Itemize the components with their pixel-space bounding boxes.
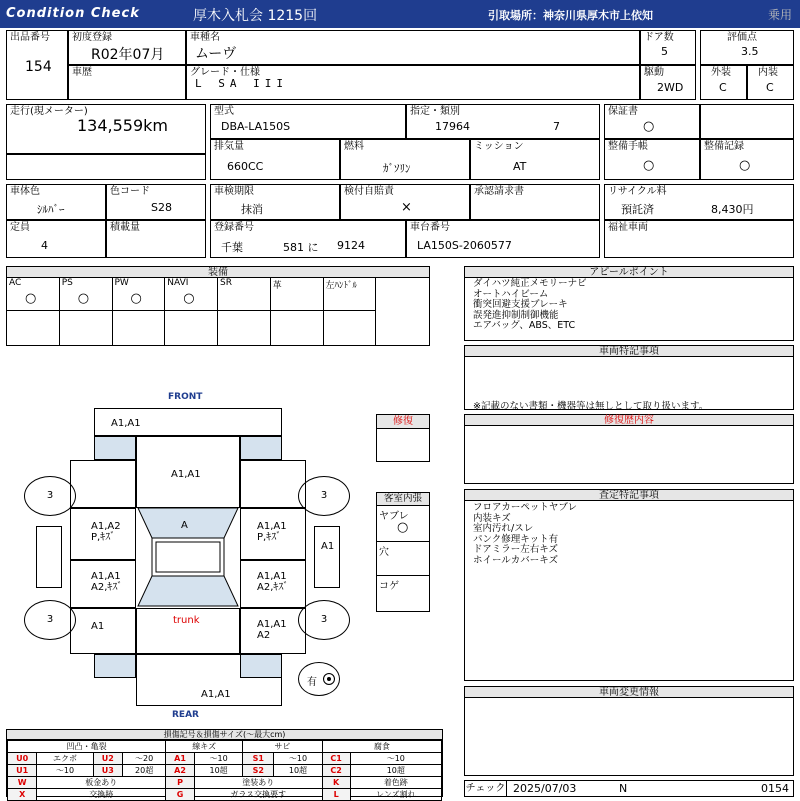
cabin-title: 客室内張 (377, 493, 429, 506)
interior-label: 内装 (758, 67, 778, 78)
cabin-shape (136, 508, 240, 608)
equipment-label: PS (61, 278, 73, 288)
score-value: 3.5 (741, 45, 759, 58)
mileage-blank (6, 154, 206, 180)
recycle-status: 預託済 (621, 203, 654, 216)
legend-meaning: エクボ (37, 753, 93, 765)
mileage-cell (6, 104, 206, 154)
tire-front-right[interactable]: 3 (298, 476, 350, 516)
right-front-door[interactable] (240, 508, 306, 560)
legend-code: G (166, 789, 195, 801)
equipment-6 (324, 278, 377, 311)
trunk-panel[interactable] (136, 608, 240, 654)
inspection-value: 抹消 (241, 203, 263, 216)
legend-meaning: 〜10 (194, 753, 242, 765)
check-label: チェック (465, 783, 506, 794)
inspector-line: 内装キズ (473, 512, 511, 524)
header-bar (0, 0, 800, 28)
repair-box (376, 414, 430, 462)
inspector-line: ホイールカバーキズ (473, 554, 559, 566)
grade-label: グレード・仕様 (190, 67, 260, 78)
load-label: 積載量 (110, 222, 140, 233)
doors-cell (640, 30, 696, 65)
equipment-1 (60, 278, 113, 311)
history-cell (68, 65, 186, 100)
equipment-row (7, 278, 429, 345)
displacement-cell (210, 139, 340, 180)
equipment-value: ○ (77, 291, 90, 306)
first-reg-label: 初度登録 (72, 32, 112, 43)
legend-row-1 (8, 753, 442, 765)
inspector-panel (464, 489, 794, 681)
equipment-blank (7, 311, 60, 345)
displacement-value: 660CC (227, 160, 264, 173)
brand-title: Condition Check (6, 6, 140, 21)
rear-label: REAR (172, 710, 199, 720)
pickup-location: 引取場所：神奈川県厚木市上依知 (488, 9, 653, 22)
cabin-tear-value: ○ (397, 520, 409, 535)
record-value: ○ (739, 158, 751, 173)
legend-panel (6, 729, 443, 797)
lot-cell (6, 30, 68, 100)
equipment-2 (113, 278, 166, 311)
regno-label: 登録番号 (214, 222, 254, 233)
color-label: 車体色 (10, 186, 40, 197)
equipment-panel (6, 266, 430, 346)
equipment-blank (271, 311, 324, 345)
exterior-label: 外装 (711, 67, 731, 78)
legend-meaning: 交換跡 (37, 789, 166, 801)
right-front-fender[interactable] (240, 460, 306, 508)
right-rear-fender[interactable] (240, 608, 306, 654)
front-label: FRONT (168, 392, 203, 402)
legend-code: U3 (93, 765, 122, 777)
manual-value: ○ (643, 158, 655, 173)
regno-class: 581 に (283, 241, 319, 254)
manual-label: 整備手帳 (608, 141, 648, 152)
fuel-cell (340, 139, 470, 180)
score-cell (700, 30, 794, 65)
inspection-cell (210, 184, 340, 220)
check-flag: N (619, 782, 628, 795)
appeal-title: アピールポイント (465, 267, 793, 278)
equipment-value: ○ (183, 291, 195, 306)
spec-value-1: 17964 (435, 120, 470, 133)
check-number: 0154 (761, 782, 789, 795)
legend-meaning: 10超 (350, 765, 441, 777)
legend-code: A2 (166, 765, 195, 777)
cabin-hole-label: 穴 (379, 547, 389, 558)
mission-label: ミッション (474, 141, 524, 152)
name-label: 車種名 (190, 32, 220, 43)
interior-value: C (766, 81, 774, 94)
legend-code: A1 (166, 753, 195, 765)
right-front-door-damage: A1,A1 P,ｷｽﾞ (257, 521, 287, 543)
legend-meaning: 〜20 (123, 753, 166, 765)
legend-code: K (322, 777, 350, 789)
special-note: ※記載のない書類・機器等は無しとして取り扱います。 (473, 401, 709, 412)
repair-box-label: 修復 (377, 415, 429, 429)
changes-title: 車両変更情報 (465, 687, 793, 698)
recycle-amount: 8,430円 (711, 203, 754, 216)
inspector-title: 査定特記事項 (465, 490, 793, 501)
appeal-panel (464, 266, 794, 341)
front-bumper-damage: A1,A1 (111, 418, 141, 429)
right-rear-door[interactable] (240, 560, 306, 608)
warranty-cell (604, 104, 700, 139)
mission-cell (470, 139, 600, 180)
legend-meaning: 〜10 (274, 753, 322, 765)
equipment-label: SR (220, 278, 232, 288)
equipment-3 (165, 278, 218, 311)
appeal-line: 誤発進抑制制御機能 (473, 309, 559, 321)
color-value: ｼﾙﾊﾞｰ (37, 203, 65, 216)
check-date: 2025/07/03 (513, 782, 577, 795)
equipment-title: 装備 (7, 267, 429, 278)
windshield-glass (138, 508, 238, 538)
inspector-line: 室内汚れ/スレ (473, 523, 534, 534)
left-mirror[interactable] (36, 526, 62, 588)
first-reg-cell (68, 30, 186, 65)
tire-front-left[interactable]: 3 (24, 476, 76, 516)
appeal-line: 衝突回避支援ブレーキ (473, 299, 568, 310)
legend-code: C2 (322, 765, 350, 777)
legend-code: S2 (243, 765, 274, 777)
legend-title: 損傷記号＆損傷サイズ(〜最大cm) (7, 730, 442, 740)
legend-meaning: 〜10 (37, 765, 93, 777)
color-cell (6, 184, 106, 220)
chassis-cell (406, 220, 600, 258)
vehicle-name: ムーヴ (195, 46, 237, 62)
changes-panel (464, 686, 794, 776)
legend-code: W (8, 777, 37, 789)
approval-cell (470, 184, 600, 220)
hood-damage: A1,A1 (171, 469, 201, 480)
name-cell (186, 30, 640, 65)
equipment-label: NAVI (167, 278, 189, 288)
left-rear-door-damage: A1,A1 A2,ｷｽﾞ (91, 571, 123, 593)
cabin-burn-cell (377, 576, 429, 610)
model-value: DBA-LA150S (221, 120, 291, 133)
legend-row-3 (8, 777, 442, 789)
spare-label: 有 (307, 677, 317, 688)
autodoc-label: 検付自賠責 (344, 186, 394, 197)
history-label: 車歴 (72, 67, 92, 78)
drive-value: 2WD (657, 81, 684, 94)
rear-glass (138, 576, 238, 606)
manual-cell (604, 139, 700, 180)
lot-label: 出品番号 (10, 32, 50, 43)
inspection-label: 車検期限 (214, 186, 254, 197)
record-cell (700, 139, 794, 180)
load-cell (106, 220, 206, 258)
legend-groups (8, 741, 442, 753)
legend-meaning: 20超 (123, 765, 166, 777)
equipment-value: ○ (130, 291, 142, 306)
rear-bumper-damage: A1,A1 (201, 689, 231, 700)
equipment-blank (60, 311, 113, 345)
approval-label: 承認請求書 (474, 186, 524, 197)
welfare-cell (604, 220, 794, 258)
autodoc-cell (340, 184, 470, 220)
spec-label: 指定・類別 (410, 106, 460, 117)
legend-group: 腐食 (322, 741, 441, 753)
chassis-value: LA150S-2060577 (417, 239, 512, 252)
color-code-cell (106, 184, 206, 220)
autodoc-value: × (401, 200, 412, 215)
equipment-value: ○ (25, 291, 37, 306)
roof-outline (152, 538, 224, 576)
equipment-blank (165, 311, 218, 345)
left-rear-door[interactable] (70, 560, 136, 608)
hood-panel[interactable] (136, 436, 240, 508)
model-cell (210, 104, 406, 139)
legend-code: U0 (8, 753, 37, 765)
legend-meaning: レンズ割れ (350, 789, 441, 801)
windshield-damage: A (181, 520, 188, 531)
legend-group: サビ (243, 741, 322, 753)
inspector-line: フロアカーペットヤブレ (473, 502, 578, 513)
roof-inner (156, 542, 220, 572)
legend-code: U2 (93, 753, 122, 765)
regno-pref: 千葉 (221, 241, 243, 254)
model-label: 型式 (214, 106, 234, 117)
doors-label: ドア数 (644, 32, 674, 43)
equipment-5 (271, 278, 324, 311)
legend-group: 線キズ (166, 741, 243, 753)
legend-meaning: 10超 (274, 765, 322, 777)
equipment-label: AC (9, 278, 22, 288)
repair-history-title: 修復歴内容 (465, 415, 793, 426)
fuel-value: ｶﾞｿﾘﾝ (383, 162, 411, 175)
grade-value: L SA III (195, 77, 288, 90)
color-code-value: S28 (151, 201, 172, 214)
legend-code: L (322, 789, 350, 801)
lot-number: 154 (25, 59, 52, 75)
cabin-tear-label: ヤブレ (379, 511, 409, 522)
left-front-door-damage: A1,A2 P,ｷｽﾞ (91, 521, 121, 543)
drive-cell (640, 65, 696, 100)
interior-cell (747, 65, 794, 100)
inspector-lines (473, 503, 577, 566)
right-rear-fender-damage: A1,A1 A2 (257, 619, 287, 641)
warranty-value: ○ (643, 119, 655, 134)
cabin-box (376, 492, 430, 612)
equipment-4 (218, 278, 271, 311)
equipment-blank (218, 311, 271, 345)
chassis-label: 車台番号 (410, 222, 450, 233)
left-headlight (94, 436, 136, 460)
spec-value-2: 7 (553, 120, 560, 133)
left-taillight (94, 654, 136, 678)
grade-cell (186, 65, 640, 100)
legend-row-4 (8, 789, 442, 801)
legend-meaning: 10超 (194, 765, 242, 777)
exterior-cell (700, 65, 747, 100)
cabin-tear-cell (377, 506, 429, 542)
legend-meaning: 〜10 (350, 753, 441, 765)
equipment-blank (324, 311, 377, 345)
equipment-label: 革 (272, 281, 282, 291)
tire-rear-right[interactable]: 3 (298, 600, 350, 640)
recycle-label: リサイクル料 (608, 186, 667, 197)
recycle-cell (604, 184, 794, 220)
check-row (464, 780, 794, 797)
legend-meaning: 板金あり (37, 777, 166, 789)
rear-bumper-panel[interactable] (136, 654, 282, 706)
score-label: 評価点 (727, 32, 757, 43)
repair-history-panel (464, 414, 794, 484)
displacement-label: 排気量 (214, 141, 244, 152)
left-front-door[interactable] (70, 508, 136, 560)
legend-meaning: 着色跡 (350, 777, 441, 789)
right-mirror-damage: A1 (321, 541, 335, 552)
left-rear-fender[interactable] (70, 608, 136, 654)
regno-cell (210, 220, 406, 258)
special-panel (464, 345, 794, 410)
color-code-label: 色コード (110, 186, 150, 197)
cabin-hole-cell (377, 542, 429, 576)
cabin-burn-label: コゲ (379, 581, 399, 592)
right-mirror[interactable] (314, 526, 340, 588)
front-bumper-panel[interactable] (94, 408, 282, 436)
fuel-label: 燃料 (344, 141, 364, 152)
left-front-fender[interactable] (70, 460, 136, 508)
first-reg-value: R02年07月 (91, 47, 165, 63)
car-diagram (0, 388, 460, 723)
tire-rear-left[interactable]: 3 (24, 600, 76, 640)
warranty-label: 保証書 (608, 106, 638, 117)
legend-meaning: 塗装あり (194, 777, 322, 789)
left-rear-fender-damage: A1 (91, 621, 105, 632)
inspector-line: パンク修理キット有 (473, 533, 559, 545)
equipment-label: 左ﾊﾝﾄﾞﾙ (325, 281, 358, 291)
right-headlight (240, 436, 282, 460)
capacity-label: 定員 (10, 222, 30, 233)
mileage-value: 134,559km (77, 116, 169, 135)
welfare-label: 福祉車両 (608, 222, 648, 233)
legend-code: C1 (322, 753, 350, 765)
spec-cell (406, 104, 600, 139)
legend-row-2 (8, 765, 442, 777)
appeal-line: ダイハツ純正メモリーナビ (473, 278, 587, 289)
equipment-0 (7, 278, 60, 311)
auction-title: 厚木入札会 1215回 (193, 8, 318, 24)
category-tag: 乗用 (768, 8, 793, 22)
special-title: 車両特記事項 (465, 346, 793, 357)
spare-tire (298, 662, 340, 696)
equipment-blank (113, 311, 166, 345)
inspector-line: ドアミラー左右キズ (473, 544, 559, 555)
trunk-label: trunk (173, 615, 200, 626)
mileage-label: 走行(現メーター) (10, 106, 88, 117)
record-label: 整備記録 (704, 141, 744, 152)
legend-code: S1 (243, 753, 274, 765)
legend-code: U1 (8, 765, 37, 777)
mission-value: AT (513, 160, 527, 173)
appeal-line: エアバッグ、ABS、ETC (473, 320, 576, 331)
capacity-value: 4 (41, 239, 48, 252)
spare-tire-icon (323, 673, 335, 685)
legend-code: X (8, 789, 37, 801)
legend-meaning: ガラス交換要す (194, 789, 322, 801)
right-rear-door-damage: A1,A1 A2,ｷｽﾞ (257, 571, 289, 593)
regno-number: 9124 (337, 239, 365, 252)
warranty-blank (700, 104, 794, 139)
capacity-cell (6, 220, 106, 258)
appeal-lines (473, 279, 587, 332)
legend-table (7, 740, 442, 801)
equipment-label: PW (114, 278, 129, 288)
drive-label: 駆動 (644, 67, 664, 78)
exterior-value: C (719, 81, 727, 94)
legend-group: 凹凸・亀裂 (8, 741, 166, 753)
legend-code: P (166, 777, 195, 789)
appeal-line: オートハイビーム (473, 288, 549, 300)
doors-value: 5 (661, 45, 668, 58)
